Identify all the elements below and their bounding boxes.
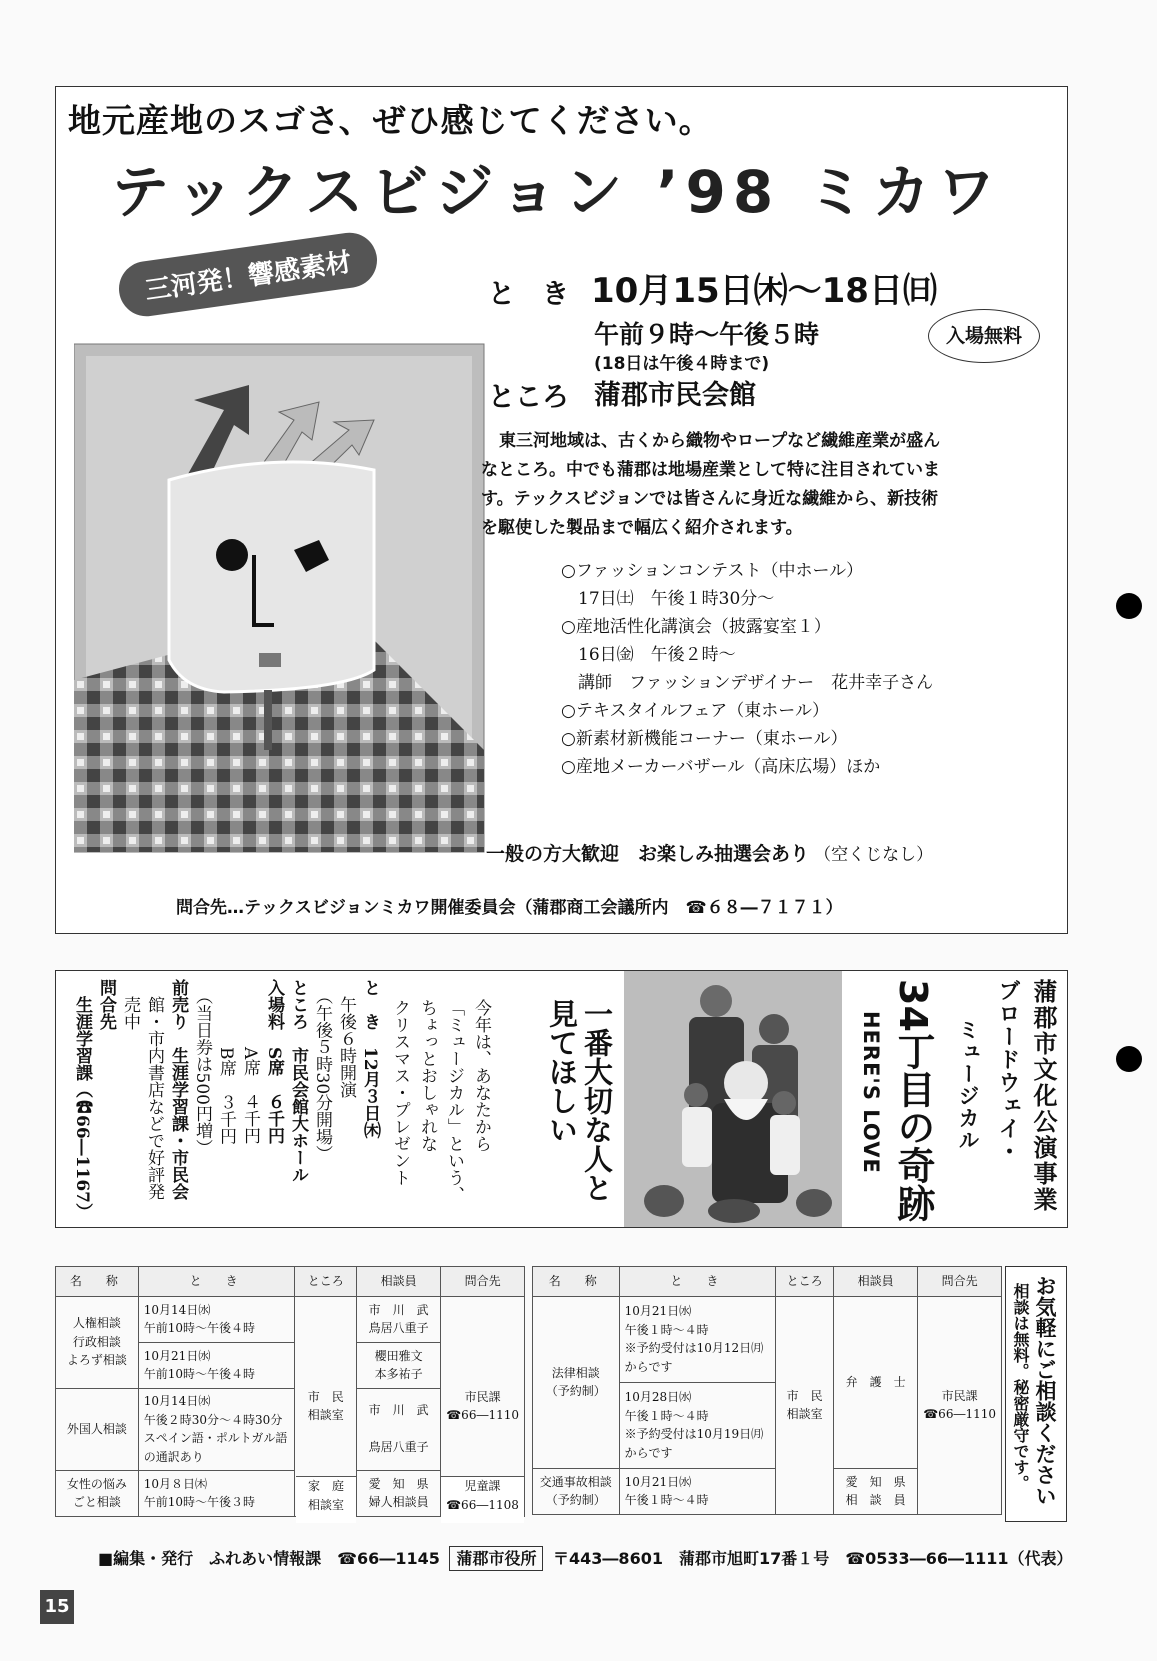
punch-hole: [1116, 593, 1142, 619]
program-line: ○産地活性化講演会（披露宴室１）: [561, 617, 831, 637]
consult-table-right: [532, 1266, 1002, 1515]
event-hours: 午前９時〜午後５時: [594, 320, 820, 349]
welcome-text: 一般の方大歓迎 お楽しみ抽選会あり: [486, 843, 810, 865]
detail-line: 館・市内書店などで好評発: [144, 979, 164, 1200]
col-header: ところ: [295, 1267, 357, 1297]
event-badge: 三河発！響感素材: [115, 229, 380, 320]
col-header: ところ: [776, 1267, 834, 1297]
detail-line: A席 ４千円: [240, 979, 260, 1145]
detail-line: 入場料 S席 ６千円: [264, 979, 284, 1145]
page-number: 15: [40, 1590, 74, 1624]
event-description: [481, 427, 1051, 543]
musical-subtitle: HERE'S LOVE: [859, 1011, 883, 1174]
event-hours-note: (18日は午後４時まで): [594, 354, 770, 374]
musical-intro: [386, 999, 494, 1219]
event-date: 10月15日㈭〜18日㈰: [591, 271, 937, 311]
program-line: 16日㈮ 午後２時〜: [561, 645, 736, 665]
program-line: ○テキスタイルフェア（東ホール）: [561, 701, 829, 721]
table-cell: 児童課 ☎66―1108: [441, 1476, 524, 1523]
admission-badge: 入場無料: [928, 309, 1040, 363]
table-cell: 人権相談 行政相談 よろず相談: [56, 1296, 139, 1388]
musical-genre-1: ブロードウェイ・: [995, 979, 1020, 1163]
program-line: ○産地メーカーバザール（高床広場）ほか: [561, 757, 881, 777]
event-section: [55, 86, 1068, 934]
intro-line: 今年は、あなたから: [471, 999, 491, 1152]
table-cell: 弁 護 士: [833, 1296, 917, 1468]
col-header: 問合先: [441, 1267, 525, 1297]
table-cell: 10月８日㈭ 午前10時〜午後３時: [138, 1470, 295, 1516]
table-cell: 外国人相談: [56, 1388, 139, 1470]
col-header: 相談員: [356, 1267, 440, 1297]
musical-photo: [624, 971, 842, 1227]
table-cell: 愛 知 県 婦人相談員: [356, 1470, 440, 1516]
program-line: 17日㈯ 午後１時30分〜: [561, 589, 775, 609]
program-line: ○新素材新機能コーナー（東ホール）: [561, 729, 848, 749]
event-welcome: [486, 839, 933, 866]
consult-side-note: [1005, 1266, 1067, 1522]
table-cell: 愛 知 県 相 談 員: [833, 1468, 917, 1514]
consult-note-1: お気軽にご相談ください: [1033, 1275, 1057, 1506]
intro-line: クリスマス・プレゼント: [390, 999, 410, 1186]
detail-line: 午後６時開演: [336, 979, 356, 1098]
col-header: 名 称: [56, 1267, 139, 1297]
detail-line: ところ 市民会館大ホール: [288, 979, 308, 1183]
detail-line: と き 12月３日㈭: [360, 979, 380, 1139]
description-line: 東三河地域は、古くから織物やロープなど繊維産業が盛ん: [499, 431, 941, 451]
description-line: す。テックスビジョンでは皆さんに身近な繊維から、新技術: [481, 489, 939, 509]
event-where-label: ところ: [488, 382, 569, 413]
intro-line: ちょっとおしゃれな: [417, 999, 437, 1152]
table-cell: 交通事故相談 （予約制）: [533, 1468, 620, 1514]
detail-line: 生涯学習課（☎66―1167）: [72, 979, 92, 1220]
musical-section: [55, 970, 1068, 1228]
table-cell: 市 川 武 鳥居八重子: [356, 1388, 440, 1470]
footer-publisher: ■編集・発行 ふれあい情報課 ☎66―1145: [98, 1549, 440, 1568]
consult-note-2: 相談は無料。秘密厳守です。: [1011, 1283, 1030, 1491]
musical-org: 蒲郡市文化公演事業: [1029, 979, 1057, 1213]
col-header: と き: [619, 1267, 776, 1297]
table-cell: 櫻田雅文 本多祐子: [356, 1342, 440, 1388]
table-cell: 市 民 相談室: [295, 1296, 357, 1516]
event-program: [561, 557, 933, 781]
detail-line: （当日券は500円増）: [192, 979, 212, 1156]
program-line: ○ファッションコンテスト（中ホール）: [561, 561, 864, 581]
footer: [98, 1546, 1073, 1569]
intro-line: 「ミュージカル」という、: [444, 999, 464, 1203]
table-cell: 10月28日㈬ 午後１時〜４時 ※予約受付は10月19日㈪からです: [619, 1382, 776, 1468]
col-header: 名 称: [533, 1267, 620, 1297]
table-cell: 市 川 武 鳥居八重子: [356, 1296, 440, 1342]
welcome-note: （空くじなし）: [814, 845, 934, 865]
col-header: 問合先: [918, 1267, 1002, 1297]
col-header: と き: [138, 1267, 295, 1297]
table-cell: 家 庭 相談室: [296, 1476, 356, 1523]
musical-headline-2: 見てほしい: [545, 999, 579, 1144]
description-line: を駆使した製品まで幅広く紹介されます。: [481, 518, 803, 538]
musical-details: [70, 979, 382, 1223]
detail-line: 前売り 生涯学習課・市民会: [168, 979, 188, 1200]
detail-line: 売中: [120, 979, 140, 1030]
footer-address: 〒443―8601 蒲郡市旭町17番１号 ☎0533―66―1111（代表）: [553, 1549, 1073, 1568]
table-cell: 市 民 相談室: [776, 1296, 834, 1514]
musical-headline-1: 一番大切な人と: [580, 999, 614, 1202]
event-contact: 問合先…テックスビジョンミカワ開催委員会（蒲郡商工会議所内 ☎６８―７１７１）: [176, 898, 843, 918]
detail-line: 問合先: [96, 979, 116, 1030]
program-line: 講師 ファッションデザイナー 花井幸子さん: [561, 673, 934, 693]
event-tagline: 地元産地のスゴさ、ぜひ感じてください。: [68, 101, 713, 140]
table-cell: 女性の悩み ごと相談: [56, 1470, 139, 1516]
event-venue: 蒲郡市民会館: [594, 380, 756, 411]
artwork-image: [74, 340, 534, 880]
table-cell: 10月14日㈬ 午前10時〜午後４時: [138, 1296, 295, 1342]
punch-hole: [1116, 1046, 1142, 1072]
table-cell: 10月14日㈬ 午後２時30分〜４時30分 スペイン語・ポルトガル語の通訳あり: [138, 1388, 295, 1470]
musical-title: 34丁目の奇跡: [891, 979, 935, 1222]
table-cell: 市民課 ☎66―1110: [441, 1296, 525, 1516]
footer-city-hall: 蒲郡市役所: [449, 1546, 543, 1571]
detail-line: B席 ３千円: [216, 979, 236, 1145]
event-title: テックスビジョン ’98 ミカワ: [111, 158, 1003, 226]
description-line: なところ。中でも蒲郡は地場産業として特に注目されていま: [481, 460, 940, 480]
table-cell: 法律相談 （予約制）: [533, 1296, 620, 1468]
col-header: 相談員: [833, 1267, 917, 1297]
table-cell: 市民課 ☎66―1110: [918, 1296, 1002, 1514]
detail-line: （午後５時30分開場）: [312, 979, 332, 1163]
table-cell: 10月21日㈬ 午後１時〜４時: [619, 1468, 776, 1514]
event-when-label: と き: [488, 279, 569, 310]
table-cell: 10月21日㈬ 午後１時〜４時 ※予約受付は10月12日㈪からです: [619, 1296, 776, 1382]
table-cell: 10月21日㈬ 午前10時〜午後４時: [138, 1342, 295, 1388]
musical-genre-2: ミュージカル: [956, 1019, 980, 1151]
